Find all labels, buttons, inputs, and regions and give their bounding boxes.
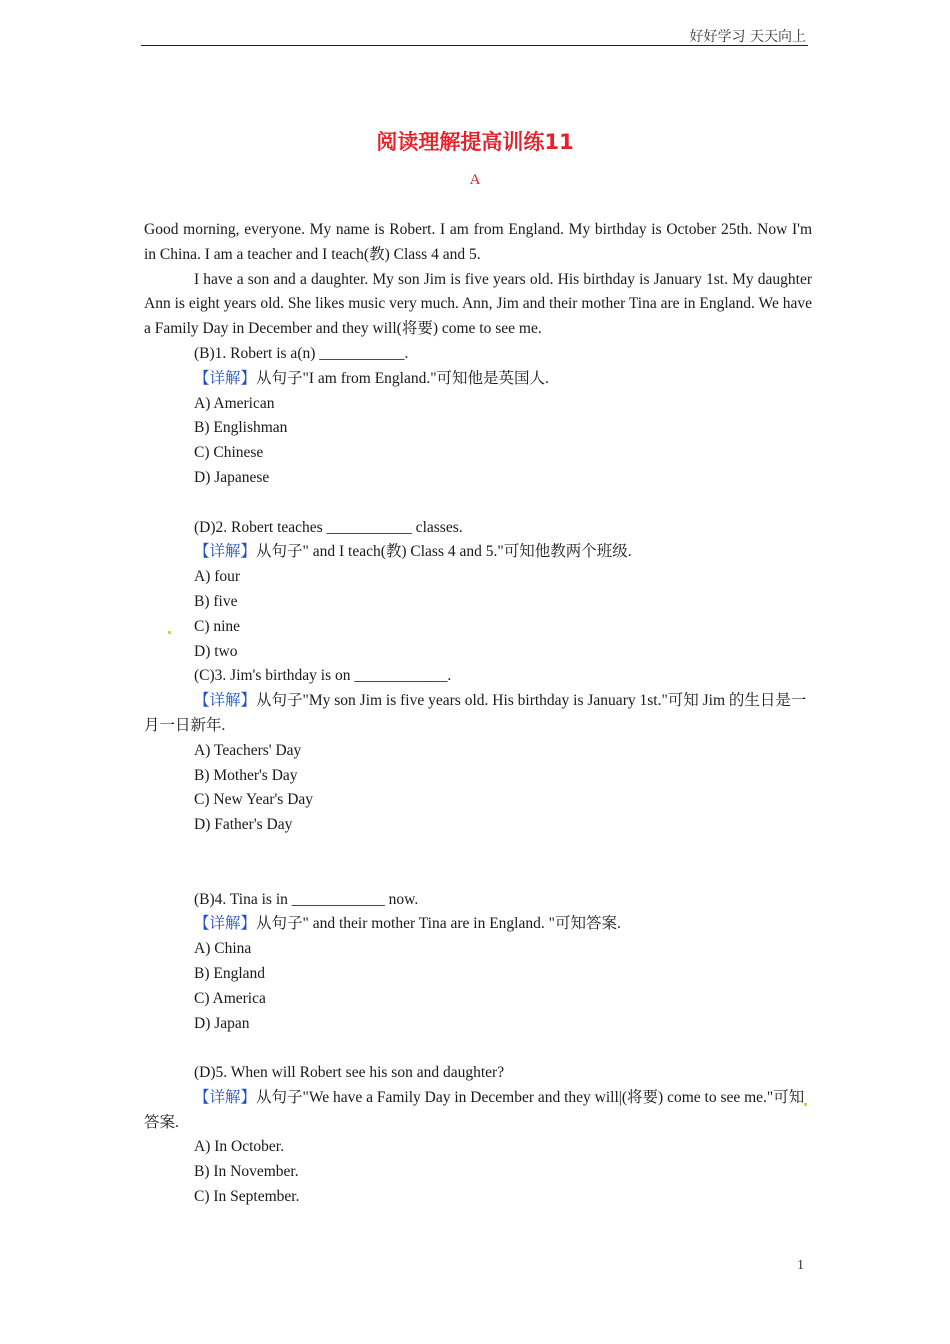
answer-option: D) Japanese [194, 468, 270, 486]
detail-tag: 【详解】 [194, 369, 257, 387]
explanation-text: 从句子"My son Jim is five years old. His birthday is January 1st."可知 Jim 的生日是一月一日新年. [144, 692, 807, 734]
answer-option: B) England [194, 964, 266, 982]
detail-tag: 【详解】 [194, 543, 257, 561]
answer-option: A) four [194, 568, 241, 586]
document-body [144, 218, 812, 1210]
question-block-4 [144, 888, 812, 1037]
answer-option: A) Teachers' Day [194, 741, 302, 759]
section-label: A [469, 172, 481, 188]
answer-option: A) China [194, 940, 252, 958]
answer-option: A) American [194, 394, 275, 412]
answer-option: B) Englishman [194, 419, 288, 437]
answer-option: B) Mother's Day [194, 766, 298, 784]
header-motto: 好好学习 天天向上 [689, 29, 806, 45]
explanation-text: 从句子"I am from England."可知他是英国人. [256, 369, 549, 387]
answer-option: B) In November. [194, 1163, 299, 1181]
question-stem: (C)3. Jim's birthday is on ____________. [194, 667, 452, 685]
question-explanation [144, 912, 812, 937]
detail-tag: 【详解】 [194, 1088, 257, 1106]
question-block-3 [144, 664, 812, 838]
answer-option: D) Japan [194, 1014, 250, 1032]
answer-option: C) New Year's Day [194, 791, 314, 809]
question-stem: (B)4. Tina is in ____________ now. [194, 890, 419, 908]
explanation-text: 从句子" and I teach(教) Class 4 and 5."可知他教两个班级. [256, 543, 632, 561]
question-block-2 [144, 516, 812, 665]
detail-tag: 【详解】 [194, 692, 257, 710]
explanation-text: 从句子"We have a Family Day in December and they will|(将要) come to see me."可知答案. [144, 1088, 805, 1131]
speck-mark [804, 1103, 807, 1106]
question-stem: (D)2. Robert teaches ___________ classes. [194, 518, 463, 536]
answer-option: D) two [194, 642, 238, 660]
answer-option: C) America [194, 989, 266, 1007]
page-number: 1 [797, 1258, 804, 1273]
answer-option: B) five [194, 592, 238, 610]
detail-tag: 【详解】 [194, 915, 257, 933]
question-explanation [144, 367, 812, 392]
page-header [141, 26, 808, 46]
question-explanation [144, 540, 812, 565]
explanation-text: 从句子" and their mother Tina are in England. "可知答案. [256, 915, 621, 933]
question-stem: (D)5. When will Robert see his son and daughter? [194, 1064, 505, 1082]
passage-paragraph-1: Good morning, everyone. My name is Robert. I am from England. My birthday is October 25th. Now I'm in China. I am a teacher and I teach(教) Class 4 and 5. [144, 221, 812, 263]
answer-option: C) Chinese [194, 444, 264, 462]
answer-option: A) In October. [194, 1138, 284, 1156]
answer-option: C) nine [194, 617, 241, 635]
question-block-1 [144, 342, 812, 491]
passage-paragraph-2: I have a son and a daughter. My son Jim is five years old. His birthday is January 1st. My daughter Ann is eight years old. She likes music very much. Ann, Jim and their mother Tina are in England. We have a Family Day in December and they will(将要) come to see me. [144, 270, 812, 338]
answer-option: D) Father's Day [194, 816, 293, 834]
question-explanation [144, 689, 812, 739]
page-title: 阅读理解提高训练11 [376, 130, 574, 154]
question-block-5 [144, 1061, 812, 1210]
speck-mark [168, 631, 171, 634]
question-explanation [144, 1086, 812, 1136]
answer-option: C) In September. [194, 1188, 300, 1206]
question-stem: (B)1. Robert is a(n) ___________. [194, 344, 409, 362]
